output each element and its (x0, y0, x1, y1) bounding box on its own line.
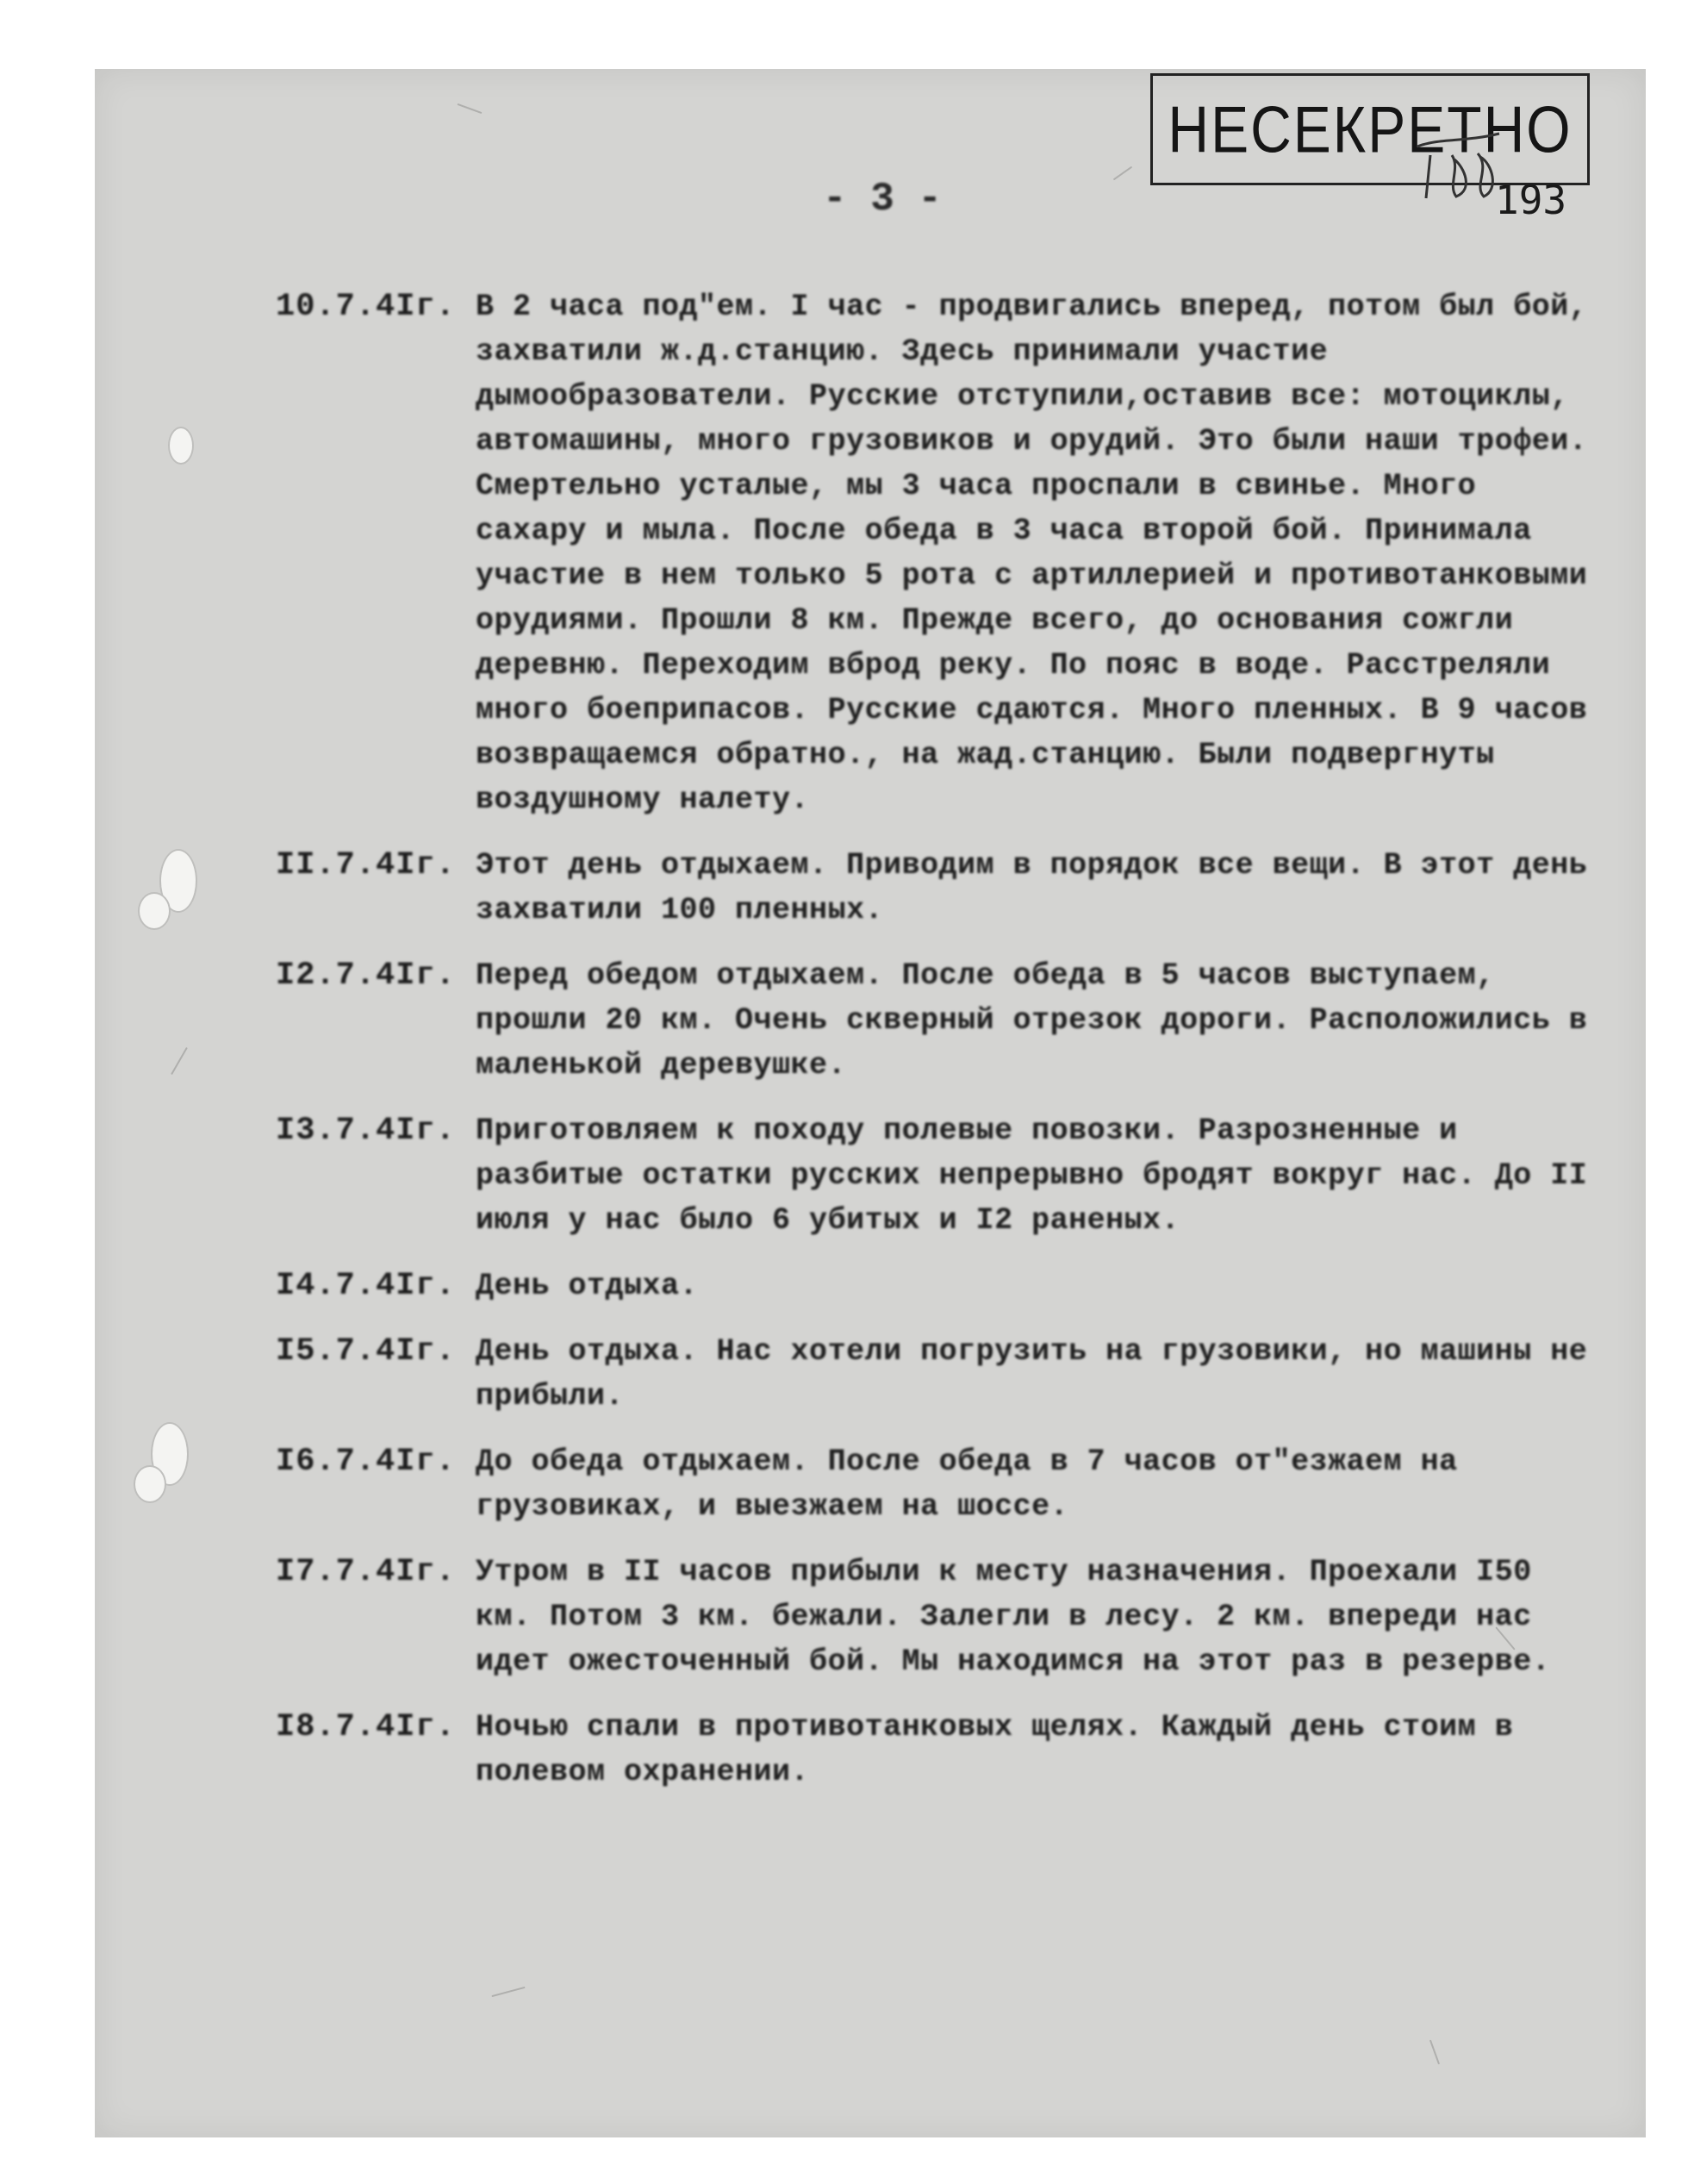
paper-fiber (1429, 2040, 1440, 2065)
diary-entry (276, 1705, 1603, 1794)
entry-date: I3.7.4Iг. (276, 1113, 456, 1149)
declassified-stamp (1150, 73, 1590, 185)
diary-entry (276, 1108, 1603, 1243)
entry-text: До обеда отдыхаем. После обеда в 7 часов от"езжаем на грузовиках, и выезжаем на шоссе. (476, 1445, 1458, 1524)
diary-entry (276, 1439, 1603, 1529)
sheet-number: 193 (1495, 177, 1567, 223)
diary-entries (276, 284, 1603, 1815)
paper-fiber (171, 1047, 188, 1075)
entry-date: II.7.4Iг. (276, 847, 456, 883)
entry-text: Этот день отдыхаем. Приводим в порядок все вещи. В этот день захватили 100 пленных. (476, 848, 1588, 927)
diary-entry (276, 1329, 1603, 1419)
entry-text: Утром в II часов прибыли к месту назначения. Проехали I50 км. Потом 3 км. бежали. Залегли в лесу. 2 км. впереди нас идет ожесточенный бой. Мы находимся на этот раз в резерве. (476, 1555, 1551, 1679)
stamp-text: НЕСЕКРЕТНО (1168, 92, 1573, 166)
entry-date: I6.7.4Iг. (276, 1444, 456, 1480)
paper-fiber (491, 1987, 525, 1997)
entry-text: День отдыха. Нас хотели погрузить на грузовики, но машины не прибыли. (476, 1334, 1588, 1413)
entry-text: Приготовляем к походу полевые повозки. Разрозненные и разбитые остатки русских непрерывно бродят вокруг нас. До II июля у нас было 6 убитых и I2 раненых. (476, 1114, 1588, 1238)
diary-entry (276, 953, 1603, 1088)
entry-date: I5.7.4Iг. (276, 1333, 456, 1370)
entry-text: День отдыха. (476, 1269, 699, 1303)
entry-date: 10.7.4Iг. (276, 289, 456, 325)
entry-date: I8.7.4Iг. (276, 1709, 456, 1745)
entry-date: I7.7.4Iг. (276, 1554, 456, 1590)
punch-hole (138, 892, 171, 930)
entry-text: Ночью спали в противотанковых щелях. Каждый день стоим в полевом охранении. (476, 1710, 1514, 1789)
entry-text: В 2 часа под"ем. I час - продвигались вперед, потом был бой, захватили ж.д.станцию. Здесь принимали участие дымообразователи. Русские отступили,оставив все: мотоциклы, автомашины, много грузовиков и орудий. Это были наши трофеи. Смертельно усталые, мы 3 часа проспали в свинье. Много сахару и мыла. После обеда в 3 часа второй бой. Принимала участие в нем только 5 рота с артиллерией и противотанковыми орудиями. Прошли 8 км. Прежде всего, до основания сожгли деревню. Переходим вброд реку. По пояс в воде. Расстреляли много боеприпасов. Русские сдаются. Много пленных. В 9 часов возвращаемся обратно., на жад.станцию. Были подвергнуты воздушному налету. (476, 290, 1588, 817)
page-number: - 3 - (823, 177, 943, 222)
diary-entry (276, 1264, 1603, 1308)
diary-entry (276, 284, 1603, 822)
entry-date: I2.7.4Iг. (276, 958, 456, 994)
diary-entry (276, 1550, 1603, 1684)
paper-fiber (1113, 166, 1132, 181)
paper-fiber (458, 103, 483, 114)
entry-text: Перед обедом отдыхаем. После обеда в 5 часов выступаем, прошли 20 км. Очень скверный отрезок дороги. Расположились в маленькой деревушке. (476, 958, 1588, 1083)
punch-hole (134, 1465, 166, 1503)
diary-entry (276, 843, 1603, 933)
paper-mark (168, 427, 194, 465)
entry-date: I4.7.4Iг. (276, 1268, 456, 1304)
